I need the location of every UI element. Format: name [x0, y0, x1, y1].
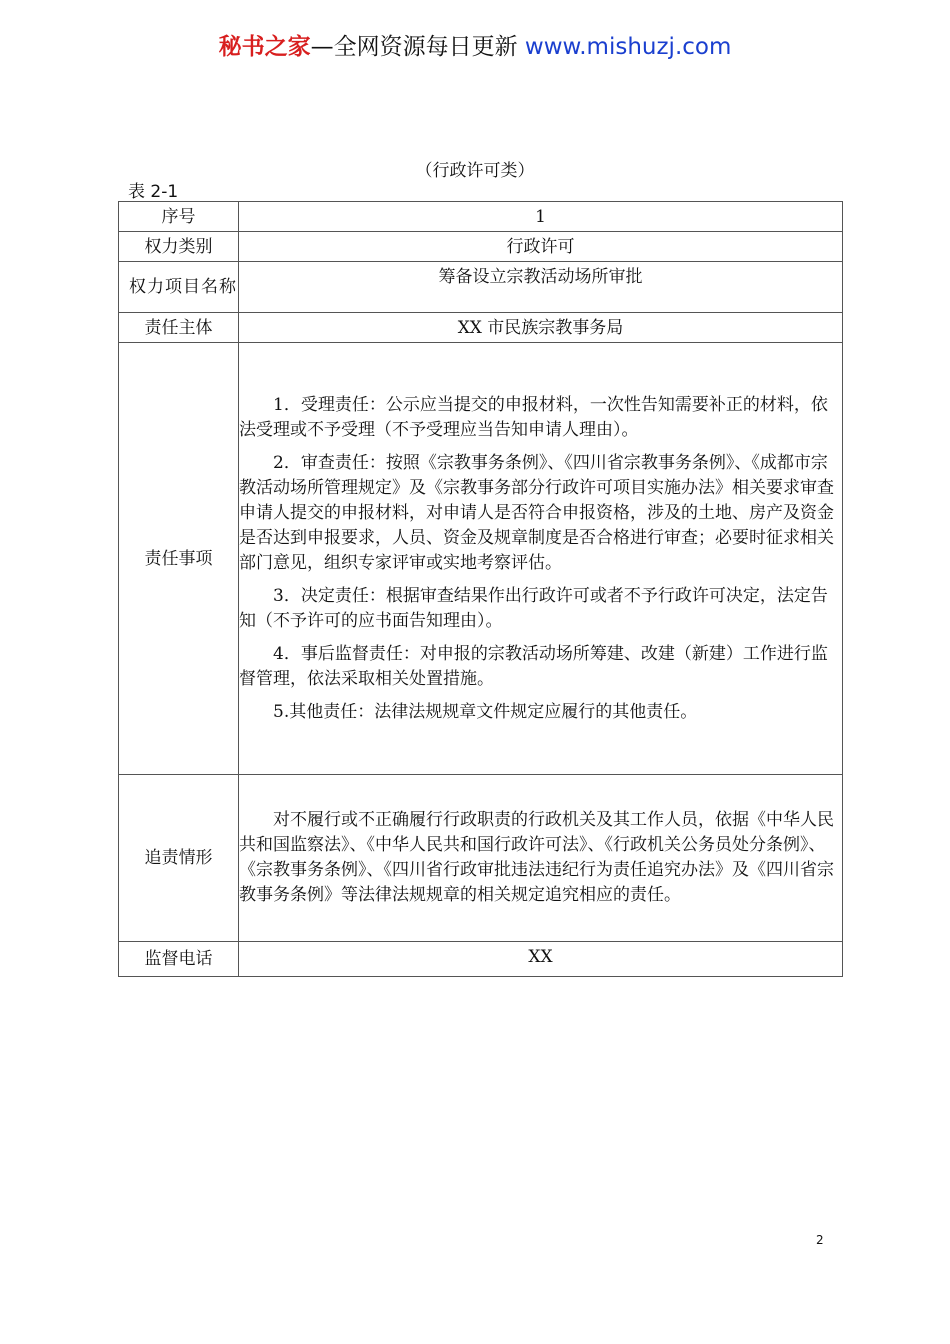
table-row-power-type [119, 232, 843, 262]
duty-paragraph-5: 5.其他责任：法律法规规章文件规定应履行的其他责任。 [273, 701, 698, 722]
accountability-text: 对不履行或不正确履行行政职责的行政机关及其工作人员，依据《中华人民共和国监察法》、《中华人民共和国行政许可法》、《行政机关公务员处分条例》、 《宗教事务条例》、《四川省行政审批违法违纪行为责任追究办法》及《四川省宗教事务条例》等法律法规规章的相关规定追究相应的责任。 [239, 810, 834, 905]
page-number: 2 [816, 1233, 824, 1247]
duty-paragraph-4: 4．事后监督责任：对申报的宗教活动场所筹建、改建（新建）工作进行监督管理，依法采取相关处置措施。 [239, 643, 828, 689]
subject-value: XX 市民族宗教事务局 [239, 313, 843, 343]
site-header [0, 30, 950, 64]
table-row-duties [119, 343, 843, 775]
accountability-content [239, 775, 843, 942]
subject-label: 责任主体 [119, 313, 239, 343]
site-slogan: —全网资源每日更新 [310, 34, 518, 60]
hotline-label: 监督电话 [119, 942, 239, 977]
duties-content [239, 343, 843, 775]
accountability-label: 追责情形 [119, 775, 239, 942]
duty-paragraph-1: 1．受理责任：公示应当提交的申报材料，一次性告知需要补正的材料，依法受理或不予受理（不予受理应当告知申请人理由）。 [239, 394, 828, 440]
hotline-value: XX [239, 942, 843, 977]
table-row-hotline [119, 942, 843, 977]
table-row-accountability [119, 775, 843, 942]
item-name-label: 权力项目名称 [119, 262, 239, 313]
duties-label: 责任事项 [119, 343, 239, 775]
site-name: 秘书之家 [218, 34, 311, 60]
power-type-label: 权力类别 [119, 232, 239, 262]
duty-paragraph-3: 3．决定责任：根据审查结果作出行政许可或者不予行政许可决定，法定告知（不予许可的应书面告知理由）。 [239, 585, 828, 631]
document-category: （行政许可类） [415, 161, 535, 181]
power-type-value: 行政许可 [239, 232, 843, 262]
item-name-value: 筹备设立宗教活动场所审批 [239, 262, 843, 313]
table-row-serial [119, 202, 843, 232]
power-duty-table [118, 201, 843, 977]
table-row-item-name [119, 262, 843, 313]
duty-paragraph-2: 2．审查责任：按照《宗教事务条例》、《四川省宗教事务条例》、《成都市宗教活动场所管理规定》及《宗教事务部分行政许可项目实施办法》相关要求审查申请人提交的申报材料，对申请人是否符合申报资格，涉及的土地、房产及资金是否达到申报要求，人员、资金及规章制度是否合格进行审查；必要时征求相关部门意见，组织专家评审或实地考察评估。 [239, 452, 834, 573]
table-caption: 表 2-1 [128, 182, 179, 202]
serial-label: 序号 [119, 202, 239, 232]
table-row-subject [119, 313, 843, 343]
site-url-link[interactable]: www.mishuzj.com [524, 34, 732, 60]
serial-value: 1 [239, 202, 843, 232]
